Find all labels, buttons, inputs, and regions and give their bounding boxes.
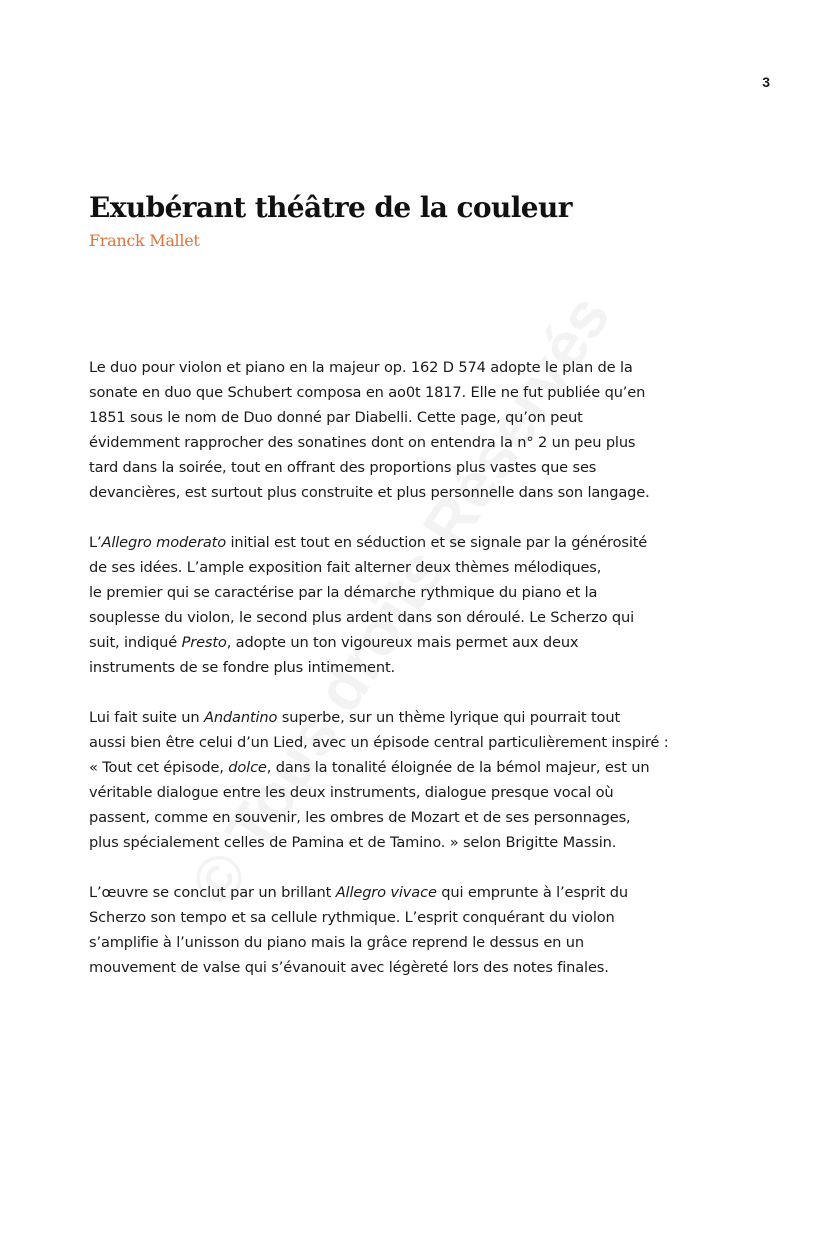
paragraph-line: [89, 455, 734, 480]
paragraph-line: [89, 805, 734, 830]
italic-term: dolce: [228, 759, 267, 776]
page-number: 3: [762, 74, 770, 90]
paragraph-line: [89, 780, 734, 805]
paragraph-line: [89, 480, 734, 505]
text-run: s’amplifie à l’unisson du piano mais la grâce reprend le dessus en un: [89, 934, 584, 951]
paragraph-2: [89, 530, 734, 680]
paragraph-line: [89, 430, 734, 455]
paragraph-line: [89, 830, 734, 855]
paragraph-line: [89, 905, 734, 930]
paragraph-line: [89, 655, 734, 680]
text-run: qui emprunte à l’esprit du: [436, 884, 628, 901]
paragraph-3: [89, 705, 734, 855]
text-run: suit, indiqué: [89, 634, 182, 651]
paragraph-line: [89, 705, 734, 730]
text-run: le premier qui se caractérise par la démarche rythmique du piano et la: [89, 584, 598, 601]
text-run: tard dans la soirée, tout en offrant des proportions plus vastes que ses: [89, 459, 597, 476]
text-run: évidemment rapprocher des sonatines dont on entendra la n° 2 un peu plus: [89, 434, 636, 451]
text-run: initial est tout en séduction et se signale par la générosité: [225, 534, 648, 551]
paragraph-line: [89, 405, 734, 430]
paragraph-line: [89, 380, 734, 405]
text-run: de ses idées. L’ample exposition fait alterner deux thèmes mélodiques,: [89, 559, 602, 576]
text-run: Scherzo son tempo et sa cellule rythmique. L’esprit conquérant du violon: [89, 909, 615, 926]
paragraph-1: [89, 355, 734, 505]
text-run: souplesse du violon, le second plus ardent dans son déroulé. Le Scherzo qui: [89, 609, 634, 626]
paragraph-line: [89, 530, 734, 555]
paragraph-line: [89, 580, 734, 605]
text-run: « Tout cet épisode,: [89, 759, 229, 776]
text-run: devancières, est surtout plus construite et plus personnelle dans son langage.: [89, 484, 650, 501]
italic-term: Allegro vivace: [335, 884, 437, 901]
italic-term: Andantino: [204, 709, 278, 726]
paragraph-line: [89, 355, 734, 380]
paragraph-line: [89, 880, 734, 905]
paragraph-line: [89, 755, 734, 780]
text-run: sonate en duo que Schubert composa en ao0t 1817. Elle ne fut publiée qu’en: [89, 384, 646, 401]
page-title: Exubérant théâtre de la couleur: [89, 191, 572, 224]
paragraph-line: [89, 955, 734, 980]
text-run: , dans la tonalité éloignée de la bémol majeur, est un: [266, 759, 650, 776]
text-run: Lui fait suite un: [89, 709, 204, 726]
text-run: , adopte un ton vigoureux mais permet aux deux: [226, 634, 579, 651]
paragraph-line: [89, 730, 734, 755]
text-run: 1851 sous le nom de Duo donné par Diabelli. Cette page, qu’on peut: [89, 409, 583, 426]
text-run: instruments de se fondre plus intimement.: [89, 659, 396, 676]
text-run: aussi bien être celui d’un Lied, avec un épisode central particulièrement inspiré :: [89, 734, 669, 751]
text-run: L’: [89, 534, 102, 551]
text-run: mouvement de valse qui s’évanouit avec légèreté lors des notes finales.: [89, 959, 609, 976]
text-run: véritable dialogue entre les deux instruments, dialogue presque vocal où: [89, 784, 614, 801]
paragraph-4: [89, 880, 734, 980]
article-body: [89, 355, 734, 1005]
text-run: superbe, sur un thème lyrique qui pourrait tout: [277, 709, 621, 726]
text-run: Le duo pour violon et piano en la majeur op. 162 D 574 adopte le plan de la: [89, 359, 633, 376]
text-run: plus spécialement celles de Pamina et de Tamino. » selon Brigitte Massin.: [89, 834, 617, 851]
text-run: passent, comme en souvenir, les ombres de Mozart et de ses personnages,: [89, 809, 631, 826]
paragraph-line: [89, 930, 734, 955]
paragraph-line: [89, 555, 734, 580]
italic-term: Allegro moderato: [101, 534, 226, 551]
text-run: L’œuvre se conclut par un brillant: [89, 884, 336, 901]
paragraph-line: [89, 605, 734, 630]
paragraph-line: [89, 630, 734, 655]
author-name: Franck Mallet: [89, 231, 200, 250]
italic-term: Presto: [181, 634, 227, 651]
